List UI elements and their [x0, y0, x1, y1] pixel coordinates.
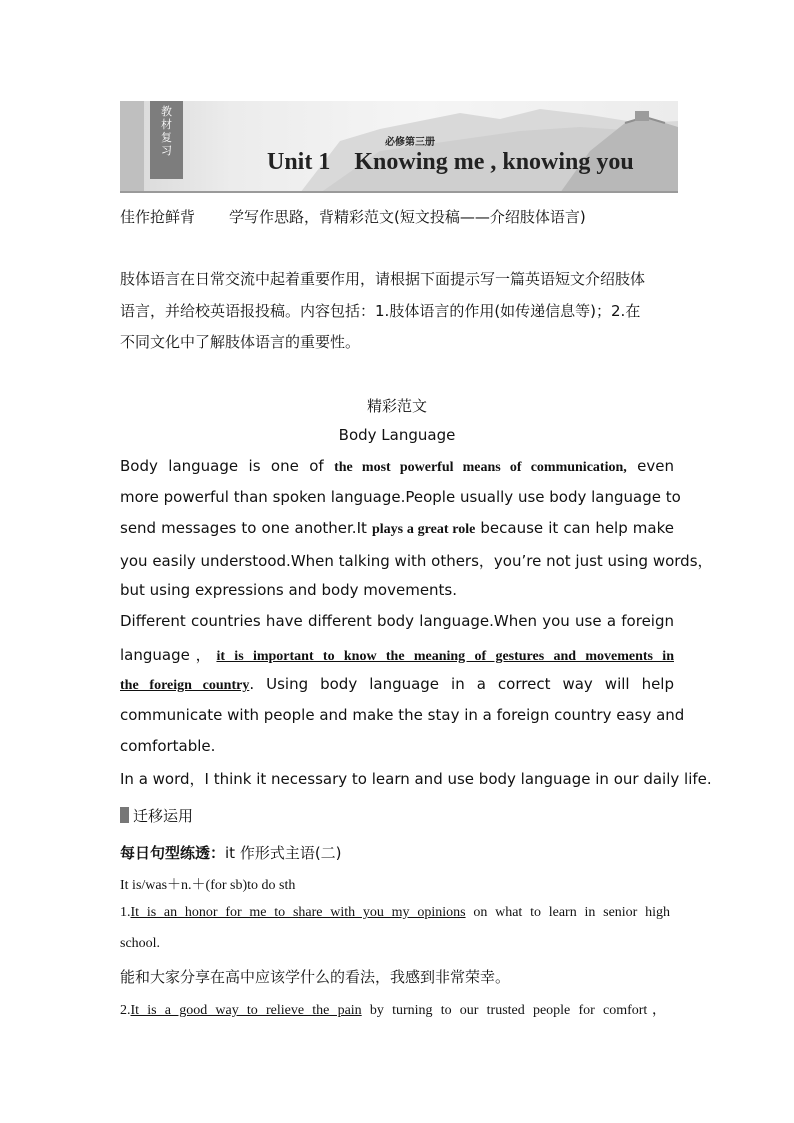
prompt-line-1: 肢体语言在日常交流中起着重要作用，请根据下面提示写一篇英语短文介绍肢体	[120, 270, 646, 288]
prompt-line-3: 不同文化中了解肢体语言的重要性。	[120, 333, 361, 351]
textbook-review-tag	[150, 101, 183, 179]
key-phrase: the foreign country	[120, 678, 250, 693]
banner-side-strip	[120, 101, 144, 193]
essay-p2-line-2	[120, 644, 674, 665]
section-marker-icon	[120, 807, 129, 823]
key-phrase: it is important to know the meaning of gestures and movements in	[216, 649, 674, 664]
example-answer: It is a good way to relieve the pain	[130, 1003, 362, 1018]
example-2-line-1	[120, 999, 666, 1019]
section-text: 学写作思路，背精彩范文(短文投稿——介绍肢体语言)	[229, 208, 586, 226]
section-head	[120, 206, 586, 227]
unit-title	[267, 149, 634, 176]
essay-text: Body language is one of	[120, 457, 335, 475]
essay-p1-line-4: you easily understood.When talking with others，you’re not just using words，	[120, 552, 713, 570]
daily-pattern-heading	[120, 842, 342, 863]
essay-text: because it can help make	[475, 519, 674, 537]
tag-char: 习	[161, 144, 172, 157]
example-1-translation: 能和大家分享在高中应该学什么的看法，我感到非常荣幸。	[120, 968, 511, 986]
unit-name: Knowing me , knowing you	[354, 149, 634, 175]
example-number: 2.	[120, 1003, 131, 1018]
tag-char: 教	[161, 105, 172, 118]
essay-p1-line-1	[120, 457, 674, 476]
essay-p1-line-5: but using expressions and body movements.	[120, 581, 458, 599]
essay-p1-line-2: more powerful than spoken language.People usually use body language to	[120, 488, 681, 506]
essay-p2-line-1: Different countries have different body language.When you use a foreign	[120, 612, 674, 630]
essay-p2-line-4: communicate with people and make the stay in a foreign country easy and	[120, 706, 685, 724]
essay-p1-line-3	[120, 519, 674, 538]
example-answer: It is an honor for me to share with you my opinions	[130, 905, 466, 920]
banner-rule	[120, 191, 678, 193]
example-number: 1.	[120, 905, 131, 920]
daily-topic: it 作形式主语(二)	[225, 844, 342, 862]
essay-heading: 精彩范文	[366, 397, 427, 415]
essay-p2-line-3	[120, 675, 674, 694]
essay-title: Body Language	[338, 426, 456, 444]
unit-number: Unit 1	[267, 149, 331, 175]
essay-text: even	[626, 457, 675, 475]
essay-p2-line-5: comfortable.	[120, 737, 216, 755]
essay-text: . Using body language in a correct way will help	[249, 675, 674, 693]
tag-char: 复	[161, 131, 172, 144]
key-phrase: plays a great role	[371, 522, 476, 537]
example-text: by turning to our trusted people for comfort，	[361, 1003, 667, 1018]
essay-p3: In a word，I think it necessary to learn and use body language in our daily life.	[120, 770, 712, 788]
section-label: 佳作抢鲜背	[120, 208, 196, 226]
example-1-line-2: school.	[120, 936, 161, 951]
sentence-pattern: It is/was＋n.＋(for sb)to do sth	[120, 878, 296, 893]
tag-char: 材	[161, 118, 172, 131]
key-phrase: the most powerful means of communication,	[334, 460, 627, 475]
book-label: 必修第三册	[385, 137, 435, 148]
example-text: on what to learn in senior high	[465, 905, 670, 920]
prompt-line-2: 语言，并给校英语报投稿。内容包括：1.肢体语言的作用(如传递信息等)；2.在	[120, 302, 641, 320]
transfer-title: 迁移运用	[133, 807, 194, 825]
daily-label: 每日句型练透：	[120, 844, 226, 862]
unit-banner	[120, 101, 678, 193]
example-1-line-1	[120, 905, 670, 921]
transfer-heading	[120, 805, 193, 826]
essay-text: send messages to one another.It	[120, 519, 372, 537]
essay-text: language，	[120, 646, 217, 664]
